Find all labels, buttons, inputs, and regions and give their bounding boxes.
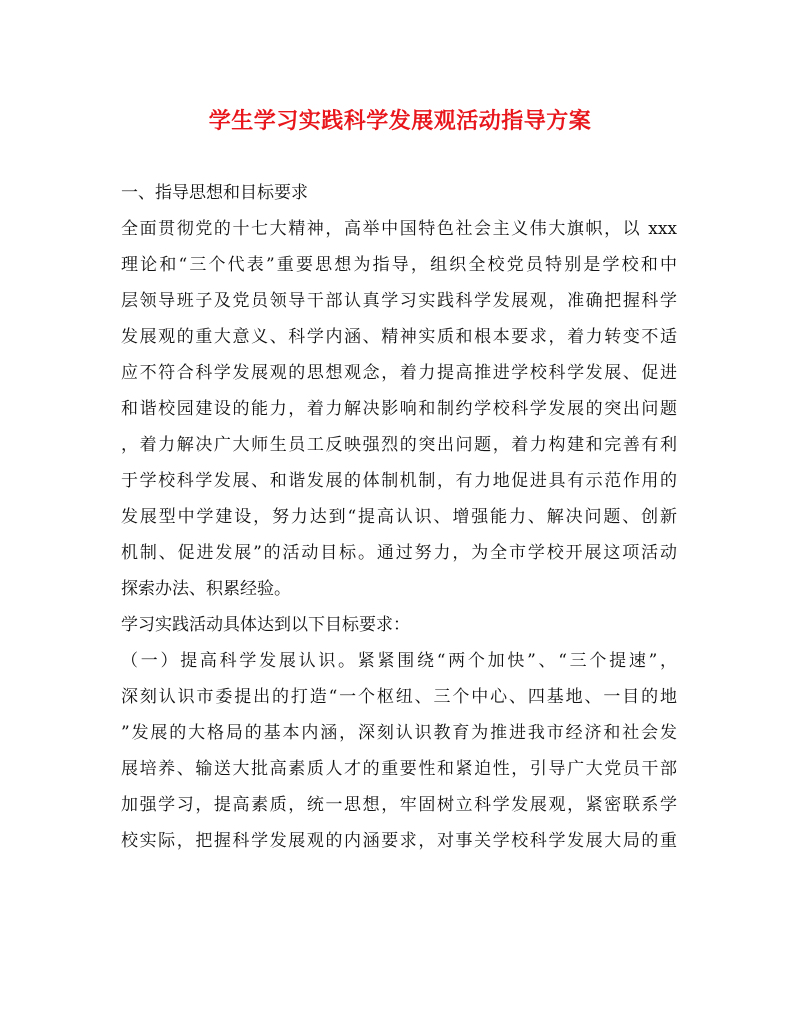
paragraph-line: 全面贯彻党的十七大精神，高举中国特色社会主义伟大旗帜，以 xxx <box>121 219 677 239</box>
paragraph-line: 深刻认识市委提出的打造“一个枢纽、三个中心、四基地、一目的地 <box>121 687 677 707</box>
paragraph-line: 于学校科学发展、和谐发展的体制机制，有力地促进具有示范作用的 <box>121 471 677 491</box>
paragraph-line: 发展观的重大意义、科学内涵、精神实质和根本要求，着力转变不适 <box>121 327 677 347</box>
paragraph-line: 应不符合科学发展观的思想观念，着力提高推进学校科学发展、促进 <box>121 363 677 383</box>
paragraph-line: 加强学习，提高素质，统一思想，牢固树立科学发展观，紧密联系学 <box>121 795 677 815</box>
paragraph-line: 机制、促进发展”的活动目标。通过努力，为全市学校开展这项活动 <box>121 543 677 563</box>
paragraph-line: 发展型中学建设，努力达到“提高认识、增强能力、解决问题、创新 <box>121 507 677 527</box>
paragraph-line: 展培养、输送大批高素质人才的重要性和紧迫性，引导广大党员干部 <box>121 759 677 779</box>
paragraph-line: ”发展的大格局的基本内涵，深刻认识教育为推进我市经济和社会发 <box>121 723 677 743</box>
paragraph-line: ，着力解决广大师生员工反映强烈的突出问题，着力构建和完善有利 <box>121 435 677 455</box>
paragraph-line: 探索办法、积累经验。 <box>121 579 291 599</box>
paragraph-goal-one <box>121 643 677 859</box>
paragraph-line: （一）提高科学发展认识。紧紧围绕“两个加快”、“三个提速”， <box>121 651 677 671</box>
paragraph-line: 校实际，把握科学发展观的内涵要求，对事关学校科学发展大局的重 <box>121 831 677 851</box>
document-title: 学生学习实践科学发展观活动指导方案 <box>208 108 592 134</box>
paragraph-line: 和谐校园建设的能力，着力解决影响和制约学校科学发展的突出问题 <box>121 399 677 419</box>
paragraph-line: 层领导班子及党员领导干部认真学习实践科学发展观，准确把握科学 <box>121 291 677 311</box>
paragraph-goals-intro: 学习实践活动具体达到以下目标要求： <box>121 615 410 635</box>
paragraph-guiding-ideology <box>121 211 677 607</box>
paragraph-line: 理论和“三个代表”重要思想为指导，组织全校党员特别是学校和中 <box>121 255 677 275</box>
document-body <box>121 175 677 859</box>
section-heading: 一、指导思想和目标要求 <box>121 183 308 203</box>
